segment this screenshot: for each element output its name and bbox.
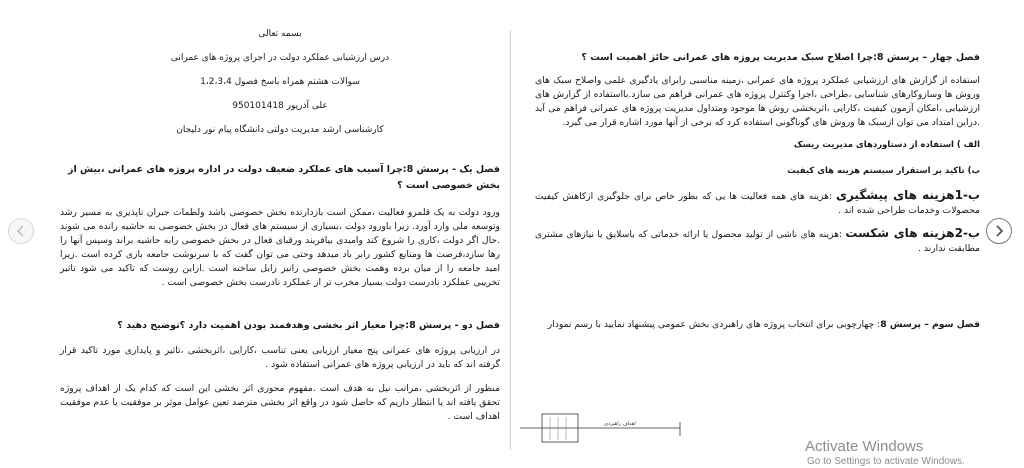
item1-text: :هزینه های همه فعالیت ها یی که بطور خاص برای جلوگیری ازکاهش کیفیت محصولات وخدمات طراحی شده اند . <box>535 191 980 216</box>
section1-heading: فصل یک - پرسش 8:چرا آسیب های عملکرد ضعیف دولت در اداره پروژه های عمرانی ،بیش از بخش خصوصی است ؟ <box>67 164 500 191</box>
chevron-left-icon <box>15 225 27 237</box>
student-name-id: علی آذرپور 950101418 <box>232 101 328 111</box>
section2-heading: فصل دو - پرسش 8:چرا معیار اثر بخشی وهدفمند بودن اهمیت دارد ؟توضیح دهید ؟ <box>117 320 500 331</box>
program-line: کارشناسی ارشد مدیریت دولتی دانشگاه پیام نور دلیجان <box>176 125 384 135</box>
assignment-line: سوالات هشتم همراه باسخ فصول 1،2،3،4 <box>200 77 360 87</box>
section3-body: : چهارچوبی برای انتخاب پروژه های راهبردی بخش عمومی پیشنهاد نمایید با رسم نمودار <box>547 319 881 330</box>
section4-heading: فصل چهار – پرسش 8:چرا اصلاح سبک مدیریت پروژه های عمرانی حائز اهمیت است ؟ <box>581 52 980 63</box>
right-page <box>535 50 980 332</box>
item2-label: ب-2هزینه های شکست <box>845 226 980 240</box>
page-divider <box>510 30 511 450</box>
subsection-be: ب) تاکید بر استقرار سیستم هزینه های کیفیت <box>787 166 980 176</box>
next-page-button[interactable] <box>986 218 1012 244</box>
section4-body: استفاده از گزارش های ارزشیابی عملکرد پروژه های عمرانی ،زمینه مناسبی رابرای یادگیری علمی واصلاح سبک های وروش ها وسازوکارهای شناسایی ،طراحی ،اجرا وکنترل پروژه های عمرانی فراهم می سازد.بااستفاده از گزارش های ارزشیابی ،امکان آزمون کیفیت ،کارایی ،اثربخشی روش ها موجود ومتداول مدیریت پروژه های عمرانی فراهم می آید .دراین امتداد می توان ازسبک ها وروش های گوناگونی استفاده کرد که برخی از آنها مورد اشاره قرار می گیرد. <box>535 75 980 128</box>
section1-body: ورود دولت به یک قلمرو فعالیت ،ممکن است بازدارنده بخش خصوصی باشد ولطمات جبران ناپذیری به مسیر رشد وتوسعه ملی وارد آورد. زیرا باورود دولت ،بسیاری از سیستم های فعال در بخش خصوصی به حاشیه رانده می شوند .حال اگر دولت ،کاری را شروع کند وامیدی بیافریند ورقبای فعال در بخش خصوصی رابه حاشیه براند وسپس آنها را رها سازد،فرصت ها ومنابع کشور رابر باد میدهد وحتی می توان گفت که با سرنوشت جامعه بازی کرده است .زیرا امید جامعه را از میان برده وهمت بخش خصوصی رانیز زایل ساخته است .ازاین روست که تاکید می شود تاثیر تخریبی عملکرد نادرست دولت بسیار مخرب تر از عملکرد نادرست بخش خصوصی است . <box>60 207 500 288</box>
watermark-line1: Activate Windows <box>805 438 924 455</box>
course-title: درس ارزشیابی عملکرد دولت در اجرای پروژه های عمرانی <box>170 53 390 63</box>
section3-heading: فصل سوم – پرسش 8 <box>880 319 980 330</box>
prev-page-button[interactable] <box>8 218 34 244</box>
document-header <box>60 22 500 142</box>
item-prevention-costs <box>535 188 980 218</box>
left-page <box>60 22 500 424</box>
subsection-alef: الف ) استفاده از دستاوردهای مدیریت ریسک <box>793 140 980 150</box>
watermark-line2: Go to Settings to activate Windows. <box>807 456 965 467</box>
strategic-framework-diagram <box>520 410 690 446</box>
section3-question <box>535 318 980 332</box>
section2-body2: منظور از اثربخشی ،مراتب نیل به هدف است .مفهوم محوری اثر بخشی این است که کدام یک از اهداف پروژه تحقق یافته اند یا انتظار داریم که حاصل شود در واقع اثر بخشی مترصد تعین عوامل موثر بر موفقیت یا عدم موفقیت اهداف است . <box>60 383 500 422</box>
diagram-label: اهداف راهبردی <box>604 421 636 427</box>
item2-text: :هزینه های ناشی از تولید محصول یا ارائه خدماتی که باسلایق یا نیازهای مشتری مطابقت ندارند . <box>535 229 980 254</box>
item-failure-costs <box>535 226 980 256</box>
item1-label: ب-1هزینه های پیشگیری <box>835 188 980 202</box>
section2-body1: در ارزیابی پروژه های عمرانی پنج معیار ارزیابی یعنی تناسب ،کارایی ،اثربخشی ،تاثیر و پایداری مورد تاکید قرار گرفته اند که باید در ارزیابی پروژه های عمرانی استفاده شود . <box>60 345 500 370</box>
header-line: بسمه تعالی <box>258 29 302 39</box>
chevron-right-icon <box>993 225 1005 237</box>
